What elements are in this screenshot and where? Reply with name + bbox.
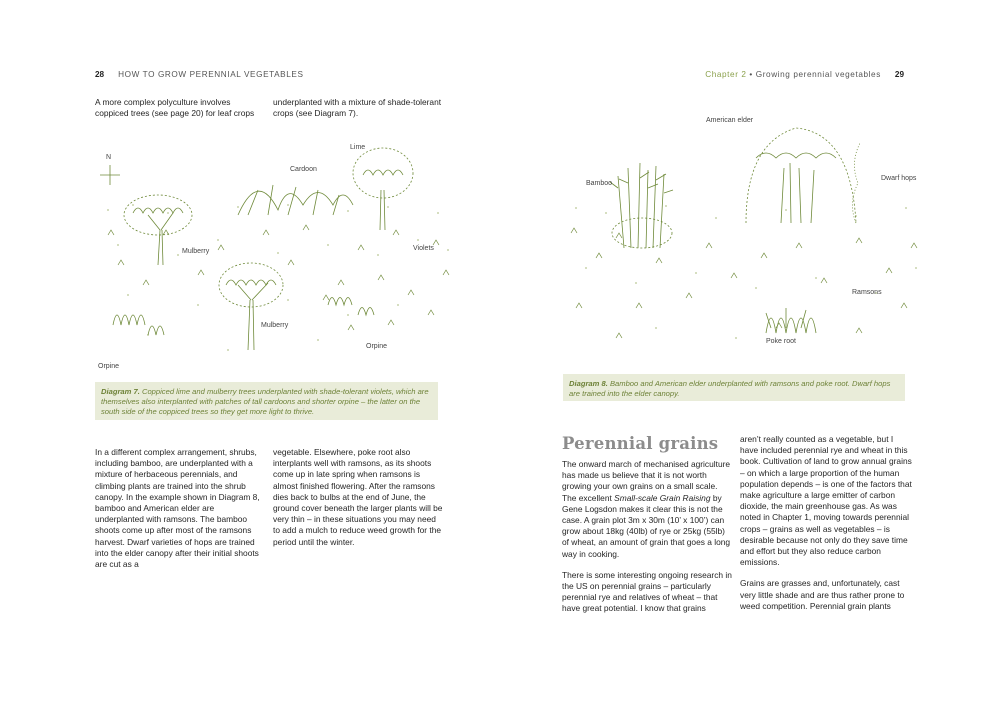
- diagram-7-caption: [95, 382, 438, 420]
- book-title-header: HOW TO GROW PERENNIAL VEGETABLES: [118, 70, 304, 79]
- page-number-left: 28: [95, 70, 105, 79]
- compass-north-label: N: [106, 154, 112, 161]
- bullet-separator: •: [749, 70, 753, 79]
- label-cardoon: Cardoon: [290, 166, 317, 173]
- body-column-2: [273, 447, 443, 558]
- diagram-7-illustration: [88, 135, 468, 375]
- body-column-1: [95, 447, 265, 580]
- label-ramsons: Ramsons: [852, 289, 882, 296]
- paragraph-2: There is some interesting ongoing research in the US on perennial grains – particularly perennial rye and relatives of wheat – that have great potential. I know that grains: [562, 569, 732, 614]
- intro-paragraph-1: A more complex polyculture involves coppiced trees (see page 20) for leaf crops: [95, 97, 255, 119]
- caption-text: Coppiced lime and mulberry trees underplanted with shade-tolerant violets, which are themselves also interplanted with patches of tall cardoons and shorter orpine – the latter on the south side of the coppiced trees so they get more light to thrive.: [101, 387, 429, 417]
- book-title: Small-scale Grain Raising: [614, 492, 711, 503]
- paragraph-4: Grains are grasses and, unfortunately, cast very little shade and are thus rather prone to weed competition. Perennial grain plants: [740, 578, 905, 611]
- section-heading: Perennial grains: [562, 434, 719, 453]
- label-poke-root: Poke root: [766, 338, 796, 345]
- right-page: [498, 0, 996, 703]
- left-running-head: [95, 70, 304, 79]
- label-dwarf-hops: Dwarf hops: [881, 175, 917, 182]
- intro-column-1: [95, 97, 265, 129]
- paragraph-1: [562, 459, 732, 560]
- label-lime: Lime: [350, 144, 366, 151]
- chapter-label: Chapter 2: [705, 70, 747, 79]
- label-orpine-2: Orpine: [98, 363, 120, 370]
- diagram-8-caption: [563, 374, 905, 401]
- diagram-8-illustration: [556, 108, 936, 358]
- paragraph-1-text-a: The onward march of mechanised agriculture has made us believe that it is not worth growing your own grains on a small scale. The excellent: [562, 459, 731, 503]
- body-paragraph-2: vegetable. Elsewhere, poke root also interplants well with ramsons, as its shoots come up in late spring when ramsons is almost finished flowering. After the ramsons dies back to bulbs at the end of June, the ground cover beneath the larger plants will be very thin – in these situations you may need to add a mulch to reduce weed growth for the period until the winter.: [273, 447, 443, 547]
- intro-paragraph-2: underplanted with a mixture of shade-tolerant crops (see Diagram 7).: [273, 97, 442, 119]
- caption-label: Diagram 8.: [569, 379, 608, 388]
- body-column-2: [740, 434, 912, 622]
- label-violets: Violets: [413, 245, 434, 252]
- caption-text: Bamboo and American elder underplanted with ramsons and poke root. Dwarf hops are trained into the elder canopy.: [569, 379, 891, 399]
- intro-column-2: [273, 97, 448, 129]
- page-number-right: 29: [894, 70, 904, 79]
- label-orpine-1: Orpine: [366, 343, 388, 350]
- label-mulberry-2: Mulberry: [261, 322, 289, 329]
- chapter-title: Growing perennial vegetables: [755, 70, 881, 79]
- label-mulberry-1: Mulberry: [182, 248, 210, 255]
- label-american-elder: American elder: [706, 117, 754, 124]
- label-bamboo: Bamboo: [586, 180, 613, 187]
- paragraph-1-text-b: by Gene Logsdon makes it clear this is not the case. A grain plot 3m x 30m (10’ x 100’) can grow about 18kg (40lb) of rye or 25kg (55lb) of wheat, an amount of grain that goes a long way in cooking.: [562, 492, 731, 559]
- paragraph-3: aren’t really counted as a vegetable, but I have included perennial rye and wheat in this book. Cultivation of land to grow annual grains – on which a large proportion of the human population depends – is one of the factors that make agriculture a large emitter of carbon dioxide, the main greenhouse gas. As was noted in Chapter 1, moving towards perennial crops – grains as well as vegetables – is desirable because not only do they save time and effort but they also reduce carbon emissions.: [740, 434, 912, 568]
- caption-label: Diagram 7.: [101, 387, 140, 396]
- body-paragraph-1: In a different complex arrangement, shrubs, including bamboo, are underplanted with a mixture of herbaceous perennials, and climbing plants are trained into the shrub canopy. In the example shown in Diagram 8, bamboo and American elder are underplanted with ramsons. The bamboo shoots come up after most of the ramsons harvest. Dwarf varieties of hops are trained into the elder canopy after their initial shoots are cut as a: [95, 447, 260, 570]
- right-running-head: [705, 70, 904, 79]
- body-column-1: [562, 459, 732, 625]
